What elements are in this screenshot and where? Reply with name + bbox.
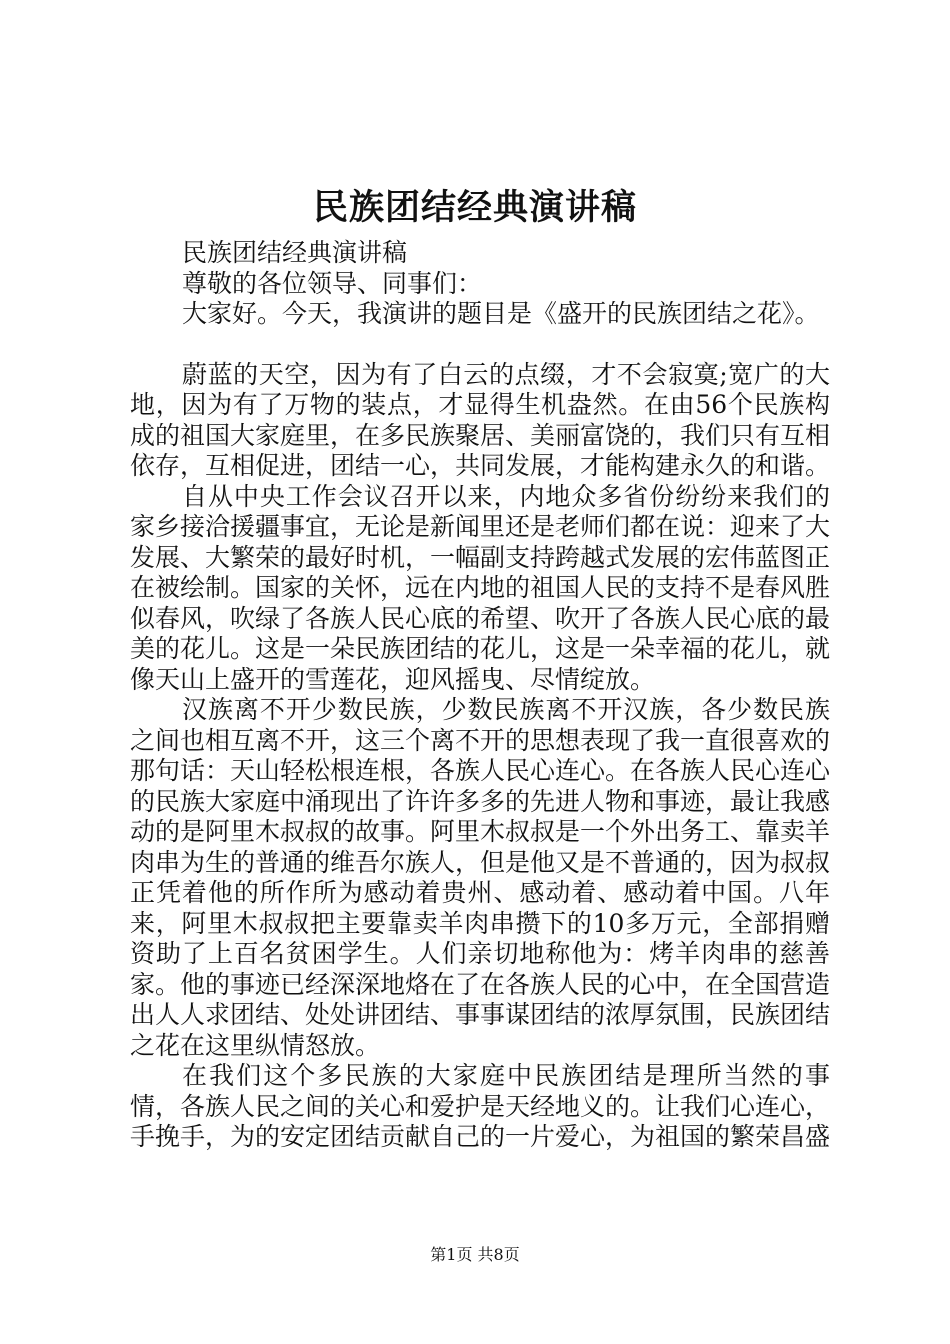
body-paragraph: 汉族离不开少数民族，少数民族离不开汉族，各少数民族之间也相互离不开，这三个离不开的思想表现了我一直很喜欢的那句话：天山轻松根连根，各族人民心连心。在各族人民心连心的民族大家庭中涌现出了许许多多的先进人物和事迹，最让我感动的是阿里木叔叔的故事。阿里木叔叔是一个外出务工、靠卖羊肉串为生的普通的维吾尔族人，但是他又是不普通的，因为叔叔正凭着他的所作所为感动着贵州、感动着、感动着中国。八年来，阿里木叔叔把主要靠卖羊肉串攒下的10多万元，全部捐赠资助了上百名贫困学生。人们亲切地称他为：烤羊肉串的慈善家。他的事迹已经深深地烙在了在各族人民的心中，在全国营造出人人求团结、处处讲团结、事事谋团结的浓厚氛围，民族团结之花在这里纵情怒放。 [130, 695, 831, 1060]
page-footer: 第1页 共8页 [430, 1245, 520, 1264]
document-title: 民族团结经典演讲稿 [312, 187, 637, 228]
body-paragraph: 自从中央工作会议召开以来，内地众多省份纷纷来我们的家乡接洽援疆事宜，无论是新闻里还是老师们都在说：迎来了大发展、大繁荣的最好时机，一幅副支持跨越式发展的宏伟蓝图正在被绘制。国家的关怀，远在内地的祖国人民的支持不是春风胜似春风，吹绿了各族人民心底的希望、吹开了各族人民心底的最美的花儿。这是一朵民族团结的花儿，这是一朵幸福的花儿，就像天山上盛开的雪莲花，迎风摇曳、尽情绽放。 [130, 481, 831, 694]
body-paragraph: 在我们这个多民族的大家庭中民族团结是理所当然的事情，各族人民之间的关心和爱护是天经地义的。让我们心连心，手挽手，为的安定团结贡献自己的一片爱心，为祖国的繁荣昌盛 [130, 1061, 831, 1151]
salutation-paragraph: 尊敬的各位领导、同事们： [182, 268, 483, 298]
body-paragraph: 蔚蓝的天空，因为有了白云的点缀，才不会寂寞;宽广的大地，因为有了万物的装点，才显得生机盎然。在由56个民族构成的祖国大家庭里，在多民族聚居、美丽富饶的，我们只有互相依存，互相促进，团结一心，共同发展，才能构建永久的和谐。 [130, 359, 831, 480]
document-body [130, 238, 830, 1153]
body-paragraph: 民族团结经典演讲稿 [182, 238, 408, 267]
intro-paragraph: 大家好。今天，我演讲的题目是《盛开的民族团结之花》。 [182, 299, 820, 328]
